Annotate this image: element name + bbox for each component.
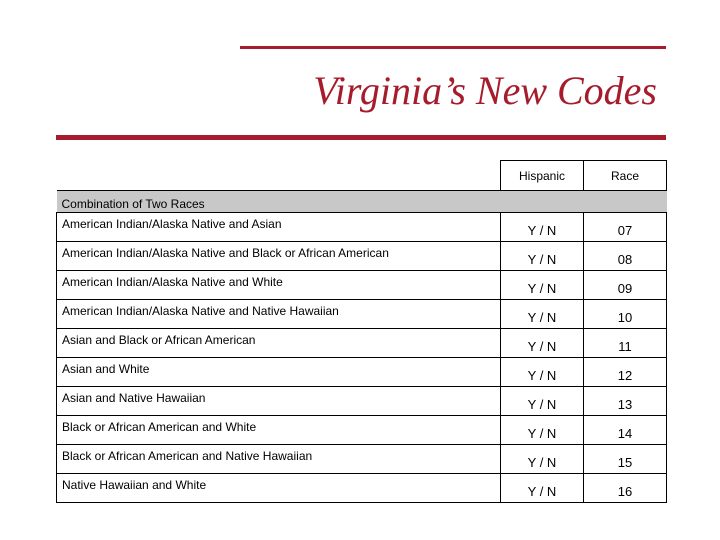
hispanic-cell: Y / N (501, 474, 584, 503)
race-combination-cell (57, 300, 501, 329)
race-code-cell: 15 (584, 445, 667, 474)
race-conjunction: and (228, 246, 249, 260)
race-conjunction: and (228, 275, 249, 289)
title-rule-top (240, 46, 666, 49)
hispanic-cell: Y / N (501, 300, 584, 329)
header-hispanic: Hispanic (501, 161, 584, 191)
race-first: American Indian/Alaska Native (62, 304, 226, 318)
race-combination-cell (57, 387, 501, 416)
race-combination-cell (57, 445, 501, 474)
race-code-cell: 14 (584, 416, 667, 445)
race-combination-cell (57, 358, 501, 387)
race-combination-cell (57, 213, 501, 242)
table-row (57, 474, 667, 503)
table-row (57, 416, 667, 445)
header-row (57, 161, 667, 191)
hispanic-cell: Y / N (501, 329, 584, 358)
race-conjunction: and (152, 478, 173, 492)
race-second: Native Hawaiian (252, 304, 339, 318)
group-label: Combination of Two Races (57, 191, 667, 213)
race-code-cell: 10 (584, 300, 667, 329)
race-combination-cell (57, 329, 501, 358)
race-first: Black or African American (62, 449, 199, 463)
race-second: Black or African American (118, 333, 256, 347)
table-row (57, 387, 667, 416)
race-conjunction: and (202, 449, 223, 463)
table-row (57, 242, 667, 271)
hispanic-cell: Y / N (501, 271, 584, 300)
race-code-cell: 09 (584, 271, 667, 300)
race-second: Asian (251, 217, 282, 231)
race-second: White (252, 275, 283, 289)
table-row (57, 271, 667, 300)
race-conjunction: and (202, 420, 223, 434)
race-second: White (225, 420, 257, 434)
header-race: Race (584, 161, 667, 191)
hispanic-cell: Y / N (501, 213, 584, 242)
race-combination-cell (57, 474, 501, 503)
race-second: White (118, 362, 150, 376)
race-code-cell: 12 (584, 358, 667, 387)
hispanic-cell: Y / N (501, 445, 584, 474)
race-second: Black or African American (252, 246, 389, 260)
race-conjunction: and (95, 391, 116, 405)
title-rule-bottom (56, 135, 666, 140)
hispanic-cell: Y / N (501, 358, 584, 387)
race-code-cell: 13 (584, 387, 667, 416)
race-first: American Indian/Alaska Native (62, 217, 226, 231)
race-combination-cell (57, 242, 501, 271)
race-second: Native Hawaiian (225, 449, 313, 463)
race-first: Asian (62, 391, 93, 405)
race-first: American Indian/Alaska Native (62, 275, 226, 289)
hispanic-cell: Y / N (501, 416, 584, 445)
race-second: White (175, 478, 207, 492)
race-code-cell: 16 (584, 474, 667, 503)
table-row (57, 213, 667, 242)
hispanic-cell: Y / N (501, 242, 584, 271)
race-code-cell: 07 (584, 213, 667, 242)
race-codes-table (56, 160, 667, 503)
race-conjunction: and (228, 304, 249, 318)
race-first: Asian (62, 333, 93, 347)
race-conjunction: and (95, 333, 116, 347)
race-code-cell: 11 (584, 329, 667, 358)
race-code-cell: 08 (584, 242, 667, 271)
slide-title: Virginia’s New Codes (313, 68, 657, 113)
race-first: Native Hawaiian (62, 478, 149, 492)
hispanic-cell: Y / N (501, 387, 584, 416)
race-combination-cell (57, 271, 501, 300)
table-row (57, 300, 667, 329)
table-row (57, 358, 667, 387)
table-row (57, 445, 667, 474)
race-combination-cell (57, 416, 501, 445)
race-codes-table-body (57, 161, 667, 503)
race-conjunction: and (228, 217, 249, 231)
race-second: Native Hawaiian (118, 391, 206, 405)
race-first: Asian (62, 362, 93, 376)
race-first: Black or African American (62, 420, 199, 434)
group-row (57, 191, 667, 213)
table-row (57, 329, 667, 358)
race-first: American Indian/Alaska Native (62, 246, 226, 260)
race-conjunction: and (95, 362, 116, 376)
header-blank-cell (57, 161, 501, 191)
